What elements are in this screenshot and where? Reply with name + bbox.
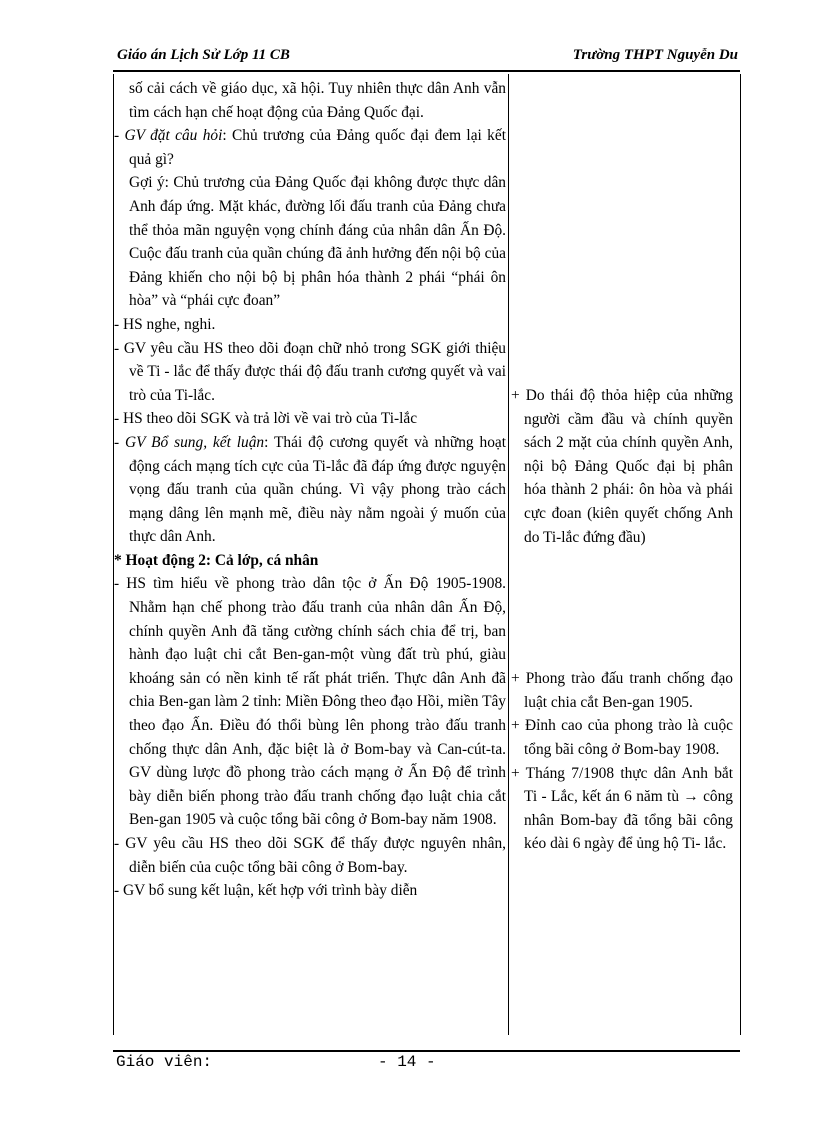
note-bengal-partition: + Phong trào đấu tranh chống đạo luật chia cắt Ben-gan 1905. [511, 670, 733, 711]
footer-teacher-label: Giáo viên: [116, 1053, 213, 1071]
paragraph-teacher-question: - GV đặt câu hỏi: Chủ trương của Đảng quốc đại đem lại kết quả gì? [114, 127, 506, 168]
paragraph-reform-limits: số cải cách về giáo dục, xã hội. Tuy nhiên thực dân Anh vẫn tìm cách hạn chế hoạt động của Đảng Quốc đại. [129, 80, 506, 121]
paragraph-students-listen: - HS nghe, nghi. [114, 315, 216, 333]
paragraph-teacher-request-tilak: - GV yêu cầu HS theo dõi đoạn chữ nhỏ trong SGK giới thiệu về Ti - lắc để thấy được thái độ đấu tranh cương quyết và vai trò của Ti-lắc. [114, 339, 506, 404]
header-rule [113, 70, 740, 72]
column-divider [508, 74, 509, 1035]
activities-column [114, 77, 506, 903]
page-header [113, 47, 740, 69]
content-column [511, 77, 733, 856]
paragraph-teacher-request-strike: - GV yêu cầu HS theo dõi SGK để thấy được nguyên nhân, diễn biến của cuộc tổng bãi công ở Bom-bay. [114, 835, 506, 876]
teacher-conclusion-label: GV Bổ sung, kết luận [125, 433, 265, 451]
header-school-name: Trường THPT Nguyễn Du [572, 47, 738, 63]
teacher-question-label: GV đặt câu hỏi [124, 127, 223, 145]
right-column-spacer-top [511, 77, 733, 384]
note-bombay-strike: + Đỉnh cao của phong trào là cuộc tổng bãi công ở Bom-bay 1908. [511, 717, 733, 758]
note-party-split: + Do thái độ thỏa hiệp của những người cầm đầu và chính quyền sách 2 mặt của chính quyền Anh, nội bộ Đảng Quốc đại bị phân hóa thành 2 phái: ôn hòa và phái cực đoan (kiên quyết chống Anh do Ti-lắc đứng đầu) [511, 387, 733, 546]
paragraph-teacher-conclusion: - GV Bổ sung, kết luận: Thái độ cương quyết và những hoạt động cách mạng tích cực của Ti-lắc đã đáp ứng được nguyện vọng đấu tranh của quần chúng. Vì vậy phong trào cách mạng dâng lên mạnh mẽ, điều này nằm ngoài ý muốn của thực dân Anh. [114, 433, 506, 546]
header-course-title: Giáo án Lịch Sử Lớp 11 CB [117, 47, 290, 63]
paragraph-students-answer: - HS theo dõi SGK và trả lời về vai trò của Ti-lắc [114, 410, 418, 428]
right-column-spacer-mid [511, 549, 733, 667]
footer-rule [113, 1050, 740, 1052]
footer-page-number: - 14 - [378, 1053, 436, 1071]
paragraph-national-movement: - HS tìm hiểu về phong trào dân tộc ở Ấn Độ 1905-1908. Nhằm hạn chế phong trào đấu tranh của nhân dân Ấn Độ, chính quyền Anh đã tăng cường chính sách chia để trị, ban hành đạo luật chi cắt Ben-gan-một vùng đất trù phú, giàu khoáng sản có nền kinh tế rất phát triển. Thực dân Anh đã chia Ben-gan làm 2 tỉnh: Miền Đông theo đạo Hồi, miền Tây theo đạo Ấn. Điều đó thổi bùng lên phong trào đấu tranh chống thực dân Anh, đặc biệt là ở Bom-bay và Can-cút-ta. GV dùng lược đồ phong trào cách mạng ở Ấn Độ để trình bày diễn biến phong trào đấu tranh chống đạo luật chia cắt Ben-gan 1905 và cuộc tổng bãi công ở Bom-bay năm 1908. [114, 575, 506, 829]
lesson-table [113, 74, 741, 1035]
activity-2-heading: * Hoạt động 2: Cả lớp, cá nhân [114, 551, 319, 569]
note-tilak-arrest: + Tháng 7/1908 thực dân Anh bắt Ti - Lắc, kết án 6 năm tù → công nhân Bom-bay đã tổng bãi công kéo dài 6 ngày để ủng hộ Ti- lắc. [511, 764, 733, 853]
paragraph-teacher-supplement: - GV bổ sung kết luận, kết hợp với trình bày diễn [114, 882, 418, 900]
paragraph-hint: Gợi ý: Chủ trương của Đảng Quốc đại không được thực dân Anh đáp ứng. Mặt khác, đường lối đấu tranh của Đảng chưa thể thỏa mãn nguyện vọng chính đáng của nhân dân Ấn Độ. Cuộc đấu tranh của quần chúng đã ảnh hưởng đến nội bộ của Đảng khiến cho nội bộ bị phân hóa thành 2 phái “phái ôn hòa” và “phái cực đoan” [129, 174, 506, 310]
